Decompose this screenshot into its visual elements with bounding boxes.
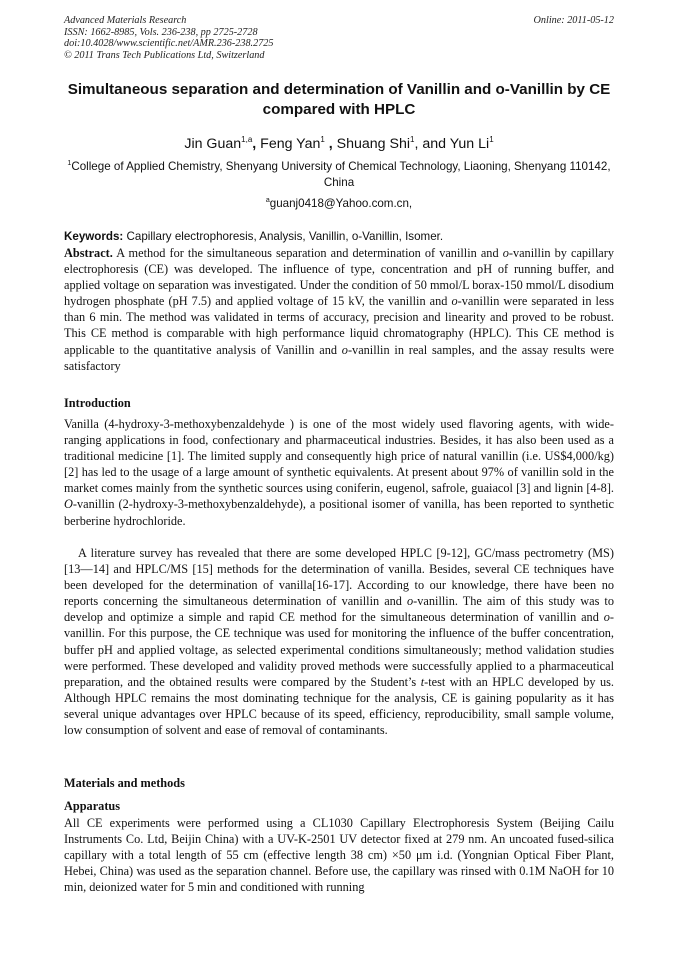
intro-paragraph-2	[64, 545, 614, 738]
abstract-label: Abstract.	[64, 246, 113, 260]
abstract-text: -vanillin by capillary electrophoresis (CE) was developed. The influence of type, concentration and pH of running buffer, and applied voltage on separation was investigated. Under the condition of 50 mmol/L borax-150 mmol/L disodium hydrogen phosphate (pH 7.5) and applied voltage of 15 kV, the vanillin and	[64, 246, 615, 309]
affiliation	[64, 156, 614, 191]
italic-o: o	[407, 594, 414, 609]
author-name: Feng Yan	[260, 136, 321, 152]
italic-o: o	[451, 294, 458, 309]
subsection-heading-apparatus: Apparatus	[64, 799, 121, 813]
author-affil-marker: 1	[410, 135, 415, 144]
email-address[interactable]: guanj0418@Yahoo.com.cn,	[269, 197, 413, 210]
abstract-paragraph	[64, 245, 614, 374]
italic-o: o	[502, 246, 509, 260]
keywords-label: Keywords:	[64, 230, 124, 243]
intro-paragraph-1	[64, 416, 614, 529]
journal-name: Advanced Materials Research	[64, 15, 187, 26]
section-heading-introduction: Introduction	[64, 396, 131, 410]
abstract-text: -vanillin were separated in less than 6 min. The method was validated in terms of accuracy, precision and linearity and proved to be robust. This CE method is comparable with high performance liquid chromatography (HPLC). This CE method is applicable to the quantitative analysis of Vanillin and	[64, 294, 614, 357]
author-affil-marker: 1,a	[241, 135, 253, 144]
intro-text: A literature survey has revealed that there are some developed HPLC [9-12], GC/mass pectrometry (MS) [13—14] and HPLC/MS [15] methods for the determination of vanilla. Besides, several CE techniques have been developed for the determination of vanilla[16-17]. According to our knowledge, there have been no reports concerning the simultaneous determination of vanillin and	[64, 546, 614, 609]
author-separator: ,	[324, 136, 337, 152]
online-date: Online: 2011-05-12	[533, 15, 614, 26]
italic-t: t	[420, 674, 425, 689]
keywords-line	[64, 229, 614, 244]
author-list	[40, 131, 638, 153]
journal-header	[64, 15, 273, 61]
author-name: Shuang Shi	[336, 136, 411, 152]
intro-text: -vanillin. For this purpose, the CE technique was used for monitoring the influence of the buffer concentration, buffer pH and applied voltage, as selected experimental conditions simultaneously; method validation studies were performed. These developed and validity proved methods were successfully applied to a pharmaceutical preparation, and the obtained results were compared by the Student’s	[64, 610, 614, 689]
italic-o: O	[64, 497, 73, 512]
email-marker: a	[265, 197, 270, 204]
section-heading-materials-methods: Materials and methods	[64, 776, 185, 790]
keywords-text: Capillary electrophoresis, Analysis, Vanillin, o-Vanillin, Isomer.	[123, 230, 444, 243]
intro-text: -vanillin (2-hydroxy-3-methoxybenzaldehyde), a positional isomer of vanilla, has been reported to synthetic berberine hydrochloride.	[64, 497, 614, 528]
abstract-text: A method for the simultaneous separation and determination of vanillin and	[112, 246, 503, 260]
paper-title: Simultaneous separation and determination of Vanillin and o-Vanillin by CE compared with HPLC	[67, 81, 611, 118]
abstract-text: -vanillin in real samples, and the assay results were satisfactory	[64, 342, 614, 373]
italic-o: o	[341, 342, 348, 357]
author-email	[64, 193, 614, 212]
copyright-line: © 2011 Trans Tech Publications Ltd, Switzerland	[64, 49, 265, 61]
author-affil-marker: 1	[489, 135, 494, 144]
author-separator: , and	[414, 136, 450, 152]
intro-text: Vanilla (4-hydroxy-3-methoxybenzaldehyde ) is one of the most widely used flavoring agents, with wide-ranging applications in food, confectionary and pharmaceutical industries. Besides, it has also been used as a traditional medicine [1]. The limited supply and consequently high price of natural vanillin (i.e. US$4,000/kg) [2] has led to the usage of a large amount of synthetic equivalents. At present about 97% of vanillin sold in the market comes mainly from the synthetic sources using coniferin, eugenol, safrole, guaiacol [3] and lignin [4-8].	[64, 417, 614, 496]
author-name: Yun Li	[449, 136, 490, 152]
italic-o: o	[603, 610, 610, 625]
author-affil-marker: 1	[320, 135, 325, 144]
affiliation-text: College of Applied Chemistry, Shenyang University of Chemical Technology, Liaoning, Shenyang 110142, China	[71, 160, 611, 189]
doi-line: doi:10.4028/www.scientific.net/AMR.236-238.2725	[64, 38, 274, 50]
intro-text: -test with an HPLC developed by us. Although HPLC remains the most dominating technique for the analysis, CE is gaining popularity as it has several unique advantages over HPLC because of its speed, efficiency, reproducibility, small sample volume, low consumption of solvent and ease of removal of contaminants.	[64, 674, 614, 738]
intro-text: -vanillin. The aim of this study was to develop and optimize a simple and rapid CE method for the simultaneous determination of vanillin and	[64, 594, 614, 625]
author-separator: ,	[252, 136, 261, 152]
apparatus-paragraph: All CE experiments were performed using a CL1030 Capillary Electrophoresis System (Beijing Cailu Instruments Co. Ltd, Beijin China) with a UV-K-2501 UV detector fixed at 279 nm. An uncoated fused-silica capillary with a total length of 55 cm (effective length 38 cm) ×50 μm i.d. (Yongnian Optical Fiber Plant, Hebei, China) was used as the separation channel. Before use, the capillary was rinsed with 0.1M NaOH for 10 min, deionized water for 5 min and conditioned with running	[64, 816, 614, 895]
affiliation-marker: 1	[67, 160, 72, 167]
issn-line: ISSN: 1662-8985, Vols. 236-238, pp 2725-2728	[64, 26, 258, 38]
author-name: Jin Guan	[184, 136, 242, 152]
